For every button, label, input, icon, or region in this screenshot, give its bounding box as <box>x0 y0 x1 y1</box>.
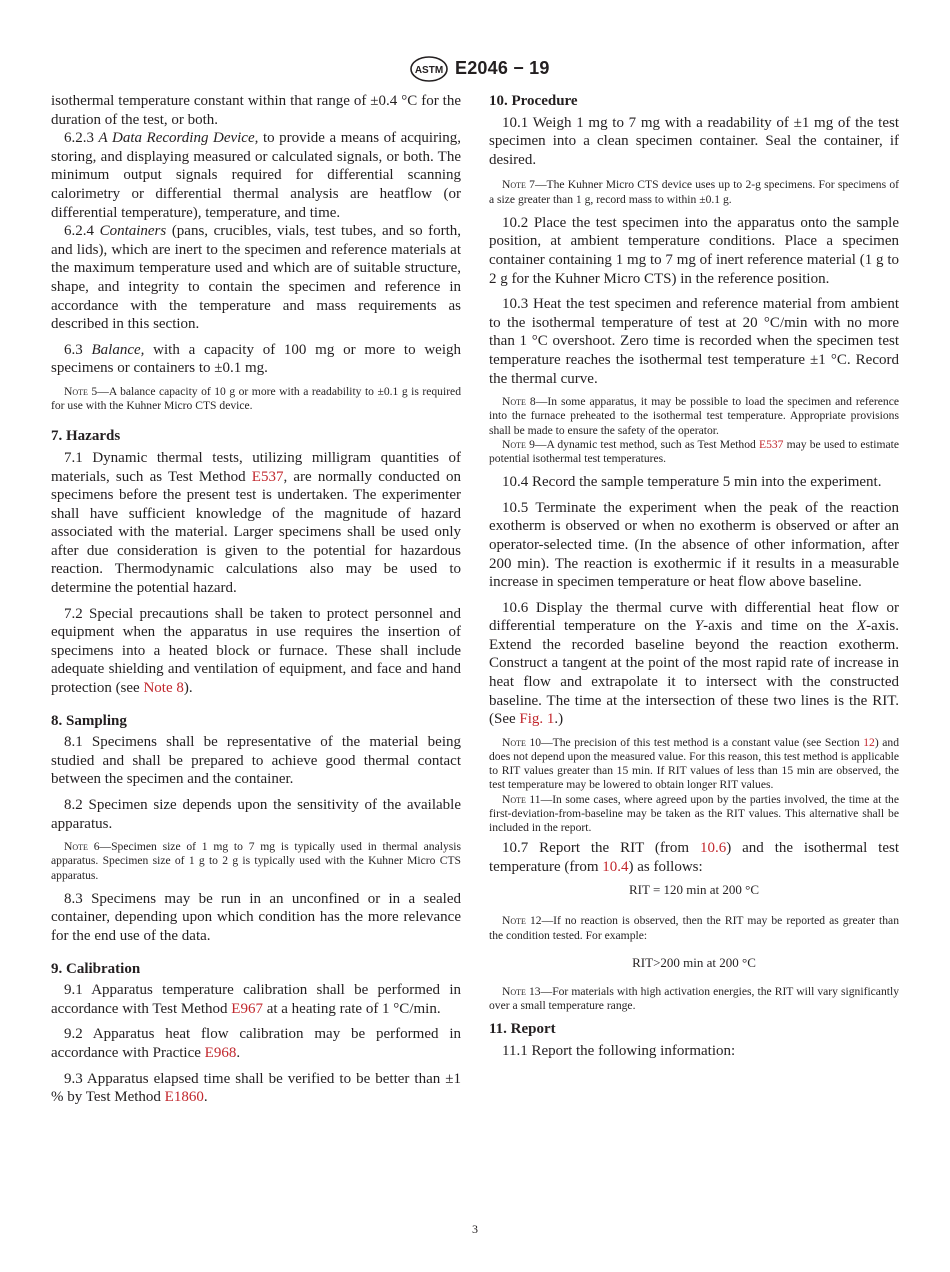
section-11-heading: 11. Report <box>489 1021 556 1038</box>
paragraph-7-2: 7.2 Special precautions shall be taken to protect personnel and equipment when the apparatus in use requires the insertion of specimens into a heated block or furnace. These shall include adequate shielding and ventilation of equipment, and face and hand protection (see Note 8). <box>51 605 461 697</box>
section-8-heading: 8. Sampling <box>51 712 127 729</box>
note-9: Note 9—A dynamic test method, such as Test Method E537 may be used to estimate potential isothermal test temperatures. <box>489 437 900 465</box>
right-column <box>489 92 899 1060</box>
equation-rit-2: RIT>200 min at 200 °C <box>632 954 756 970</box>
paragraph-11-1: 11.1 Report the following information: <box>502 1042 736 1059</box>
link-e537[interactable]: E537 <box>758 437 784 451</box>
link-fig-1[interactable]: Fig. 1 <box>519 711 555 728</box>
paragraph-9-3: 9.3 Apparatus elapsed time shall be verified to be better than ±1 % by Test Method E1860. <box>51 1070 461 1106</box>
link-e1860[interactable]: E1860 <box>164 1089 204 1106</box>
paragraph-6-2-3: 6.2.3 A Data Recording Device, to provide a means of acquiring, storing, and displaying measured or calculated signals, or both. The minimum output signals required for differential scanning calorimetry or differential thermal analysis are heatflow (or differential temperature), temperature, and time. <box>51 130 462 221</box>
paragraph-10-1: 10.1 Weigh 1 mg to 7 mg with a readability of ±1 mg of the test specimen into a clean specimen container. Seal the container, if desired. <box>489 114 899 168</box>
link-e537[interactable]: E537 <box>251 468 284 485</box>
left-column <box>51 92 461 1107</box>
note-13: Note 13—For materials with high activation energies, the RIT will vary significantly over a small temperature range. <box>489 984 899 1013</box>
page-number: 3 <box>472 1222 478 1236</box>
paragraph-10-6: 10.6 Display the thermal curve with differential heat flow or differential temperature on the Y-axis and time on the X-axis. Extend the recorded baseline beyond the reaction exotherm. Construct a tangent at the point of the most rapid rate of increase in heat flow and extrapolate it to intersect with the constructed baseline. The time at the intersection of these two lines is the RIT. (See Fig. 1.) <box>489 599 899 728</box>
note-7: Note 7—The Kuhner Micro CTS device uses up to 2-g specimens. For specimens of a size greater than 1 g, record mass to within ±0.1 g. <box>489 178 899 206</box>
paragraph: isothermal temperature constant within that range of ±0.4 °C for the duration of the test, or both. <box>51 93 461 128</box>
astm-logo-icon <box>409 56 449 82</box>
section-10-heading: 10. Procedure <box>489 93 578 109</box>
paragraph-8-1: 8.1 Specimens shall be representative of the material being studied and shall be prepared to achieve good thermal contact between the specimen and the container. <box>51 734 461 788</box>
link-10-6[interactable]: 10.6 <box>699 840 727 857</box>
paragraph-9-2: 9.2 Apparatus heat flow calibration may be performed in accordance with Practice E968. <box>51 1026 461 1061</box>
link-e967[interactable]: E967 <box>231 1000 263 1017</box>
document-id: E2046 − 19 <box>455 58 550 78</box>
note-6: Note 6—Specimen size of 1 mg to 7 mg is typically used in thermal analysis apparatus. Specimen size of 1 g to 2 g is typically used with the Kuhner Micro CTS apparatus. <box>51 840 462 882</box>
paragraph-10-7: 10.7 Report the RIT (from 10.6) and the isothermal test temperature (from 10.4) as follows: <box>489 840 899 875</box>
paragraph-8-2: 8.2 Specimen size depends upon the sensitivity of the available apparatus. <box>51 797 461 832</box>
note-8: Note 8—In some apparatus, it may be possible to load the specimen and reference into the furnace preheated to the isothermal test temperature. Appropriate provisions shall be made to ensure the safety of the operator. <box>489 395 899 437</box>
paragraph-10-2: 10.2 Place the test specimen into the apparatus onto the sample position, at ambient temperature conditions. Place a specimen container containing 1 mg to 7 mg of inert reference material (1 g to 2 g for the Kuhner Micro CTS) in the reference position. <box>489 214 899 287</box>
link-10-4[interactable]: 10.4 <box>602 858 629 875</box>
section-9-heading: 9. Calibration <box>51 960 141 977</box>
svg-text:ASTM: ASTM <box>414 65 444 76</box>
note-5: Note 5—A balance capacity of 10 g or more with a readability to ±0.1 g is required for use with the Kuhner Micro CTS device. <box>51 384 461 413</box>
note-12: Note 12—If no reaction is observed, then the RIT may be reported as greater than the condition tested. For example: <box>489 914 899 942</box>
equation-rit-1: RIT = 120 min at 200 °C <box>628 882 759 898</box>
section-7-heading: 7. Hazards <box>51 428 121 445</box>
link-note-8[interactable]: Note 8 <box>143 680 184 697</box>
paragraph-6-3: 6.3 Balance, with a capacity of 100 mg or more to weigh specimens or containers to ±0.1 mg. <box>51 341 461 377</box>
paragraph-10-5: 10.5 Terminate the experiment when the peak of the reaction exotherm is observed or when no exotherm is observed or after an operator-selected time. (In the absence of other information, after 200 min). The reaction is exothermic if it results in a measurable increase in specimen temperature or heat flow above baseline. <box>489 499 899 591</box>
paragraph-6-2-4: 6.2.4 Containers (pans, crucibles, vials, test tubes, and so forth, and lids), which are inert to the specimen and reference materials at the maximum temperature used and which are of suitable structure, shape, and integrity to contain the specimen and reference in accordance with the temperature and mass requirements as described in this section. <box>51 223 462 333</box>
paragraph-9-1: 9.1 Apparatus temperature calibration shall be performed in accordance with Test Method E967 at a heating rate of 1 °C/min. <box>51 982 461 1017</box>
paragraph-10-3: 10.3 Heat the test specimen and reference material from ambient to the isothermal temperature of test at 20 °C/min with no more than 1 °C overshoot. Zero time is recorded when the specimen test temperature reaches the isothermal test temperature ±1 °C. Record the thermal curve. <box>489 296 899 387</box>
note-11: Note 11—In some cases, where agreed upon by the parties involved, the time at the first-deviation-from-baseline may be taken as the RIT values. This alternative shall be included in the report. <box>489 792 899 835</box>
paragraph-7-1: 7.1 Dynamic thermal tests, utilizing milligram quantities of materials, such as Test Method E537, are normally conducted on specimens before the present test is undertaken. The experimenter shall have sufficient knowledge of the magnitude of hazard associated with the material. Larger specimens shall be used only after due consideration is given to the potential for hazardous reaction. Thermodynamic calculations also may be used to determine the potential hazard. <box>51 449 462 597</box>
link-section-12[interactable]: 12 <box>863 735 875 749</box>
link-e968[interactable]: E968 <box>204 1044 237 1061</box>
paragraph-8-3: 8.3 Specimens may be run in an unconfined or in a sealed container, depending upon which condition has the more relevance for the end use of the data. <box>51 890 461 944</box>
page-header <box>0 56 950 84</box>
note-10: Note 10—The precision of this test method is a constant value (see Section 12) and does not depend upon the measured value. For this reason, this test method is applicable to RIT values greater than 15 min. If RIT values of less than 15 min are observed, the test temperature may be lowered to obtain longer RIT values. <box>489 735 899 792</box>
paragraph-10-4: 10.4 Record the sample temperature 5 min into the experiment. <box>502 474 882 491</box>
